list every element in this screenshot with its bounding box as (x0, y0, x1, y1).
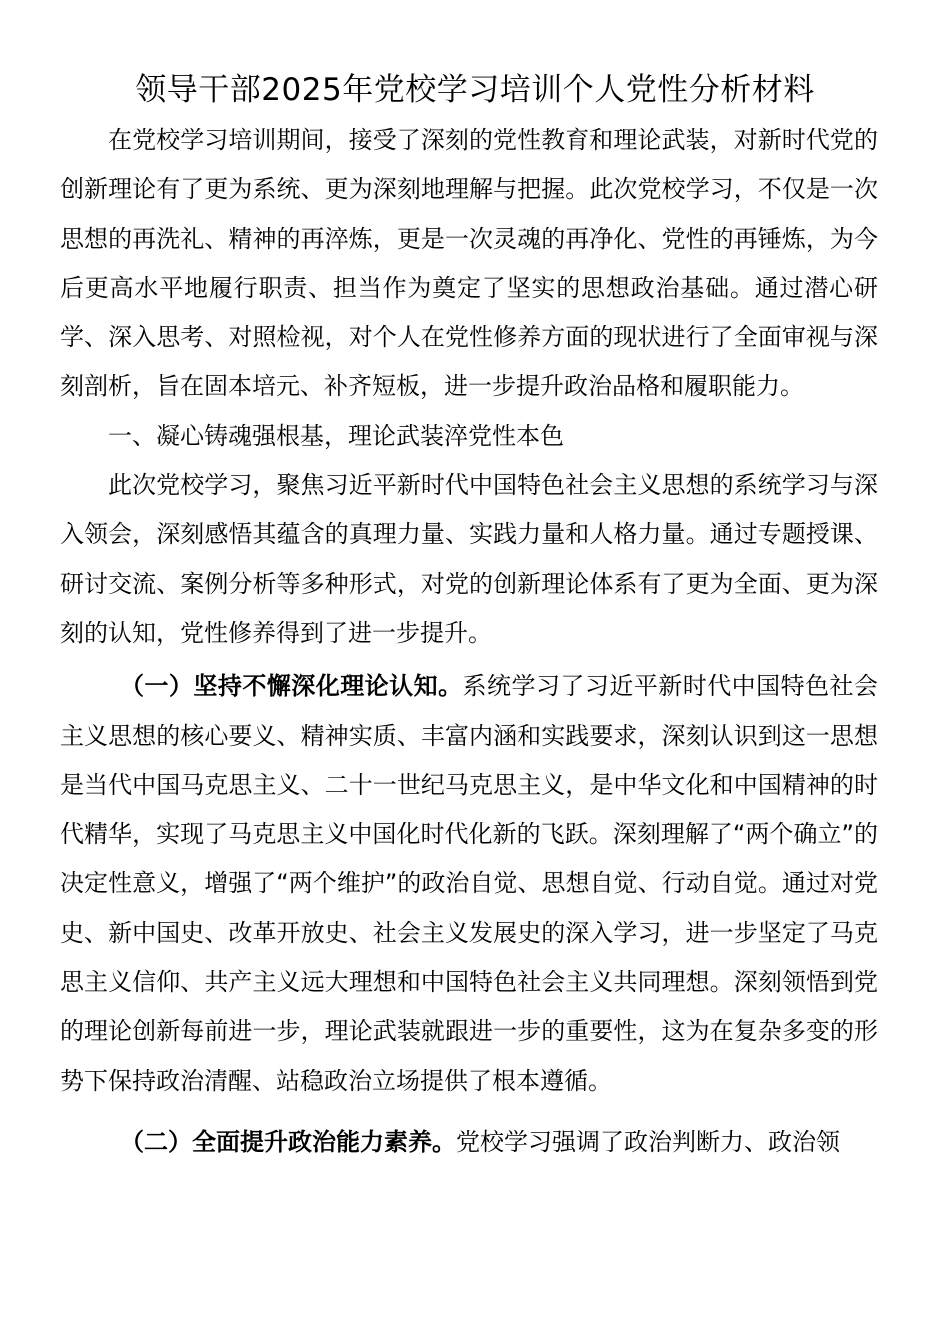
document-title: 领导干部2025年党校学习培训个人党性分析材料 (135, 72, 815, 108)
subsection-1-paragraph (60, 662, 878, 1106)
section-heading: 一、凝心铸魂强根基，理论武装淬党性本色 (108, 421, 564, 450)
subsection-1-lead: （一）坚持不懈深化理论认知。 (120, 672, 463, 701)
document-body (60, 116, 878, 1167)
section-intro-paragraph: 此次党校学习，聚焦习近平新时代中国特色社会主义思想的系统学习与深入领会，深刻感悟其蕴含的真理力量、实践力量和人格力量。通过专题授课、研讨交流、案例分析等多种形式，对党的创新理论体系有了更为全面、更为深刻的认知，党性修养得到了进一步提升。 (60, 471, 878, 647)
subsection-2-text: 党校学习强调了政治判断力、政治领 (456, 1127, 840, 1156)
subsection-2-paragraph (60, 1118, 878, 1167)
subsection-1-text: 系统学习了习近平新时代中国特色社会主义思想的核心要义、精神实质、丰富内涵和实践要求，深刻认识到这一思想是当代中国马克思主义、二十一世纪马克思主义，是中华文化和中国精神的时代精华，实现了马克思主义中国化时代化新的飞跃。深刻理解了“两个确立”的决定性意义，增强了“两个维护”的政治自觉、思想自觉、行动自觉。通过对党史、新中国史、改革开放史、社会主义发展史的深入学习，进一步坚定了马克思主义信仰、共产主义远大理想和中国特色社会主义共同理想。深刻领悟到党的理论创新每前进一步，理论武装就跟进一步的重要性，这为在复杂多变的形势下保持政治清醒、站稳政治立场提供了根本遵循。 (60, 672, 879, 1095)
intro-paragraph: 在党校学习培训期间，接受了深刻的党性教育和理论武装，对新时代党的创新理论有了更为系统、更为深刻地理解与把握。此次党校学习，不仅是一次思想的再洗礼、精神的再淬炼，更是一次灵魂的再净化、党性的再锤炼，为今后更高水平地履行职责、担当作为奠定了坚实的思想政治基础。通过潜心研学、深入思考、对照检视，对个人在党性修养方面的现状进行了全面审视与深刻剖析，旨在固本培元、补齐短板，进一步提升政治品格和履职能力。 (60, 126, 878, 401)
subsection-2-lead: （二）全面提升政治能力素养。 (120, 1127, 456, 1156)
